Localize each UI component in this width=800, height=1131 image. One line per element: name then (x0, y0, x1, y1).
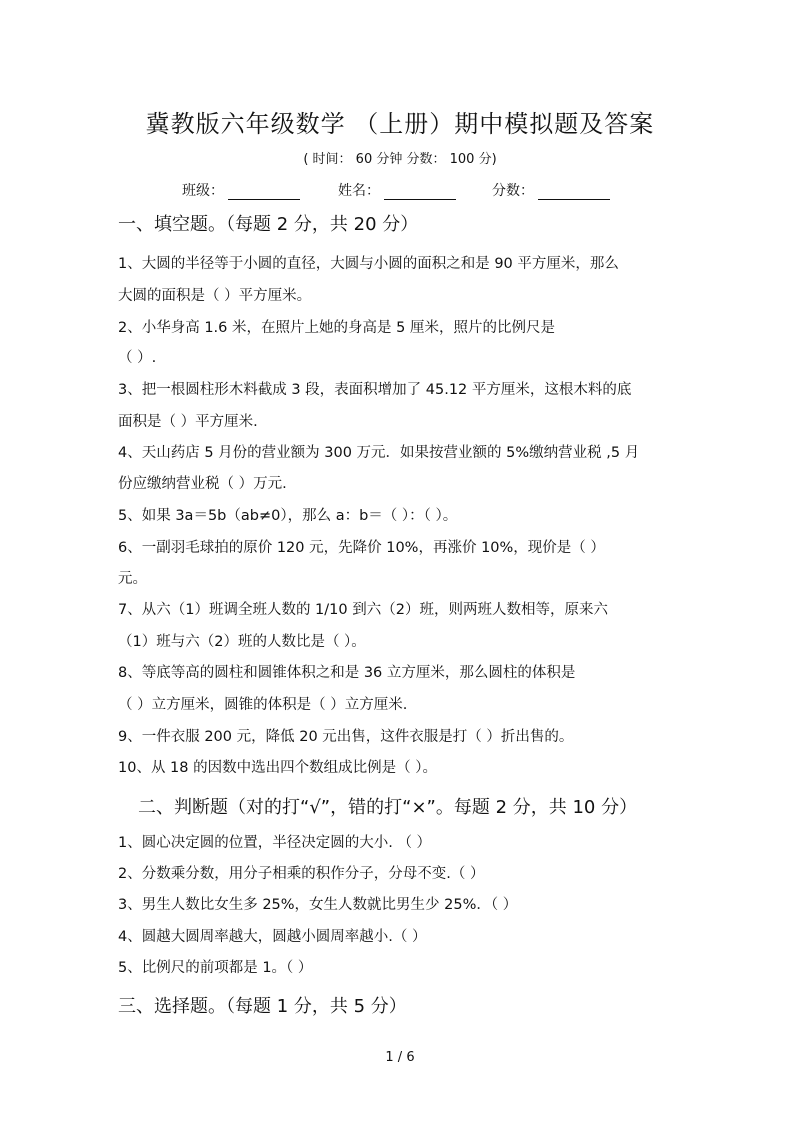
question-line: 面积是（ ）平方厘米. (118, 414, 258, 430)
question-line: 10、从 18 的因数中选出四个数组成比例是（ ）。 (118, 760, 437, 776)
score-label: 分数： (492, 183, 534, 199)
section1-heading: 一、填空题。（每题 2 分，共 20 分） (118, 214, 419, 235)
name-field (338, 180, 456, 200)
score-blank (538, 185, 610, 200)
judgment-line: 1、圆心决定圆的位置，半径决定圆的大小. （ ） (118, 835, 432, 851)
question-line: 4、天山药店 5 月份的营业额为 300 万元．如果按营业额的 5%缴纳营业税 ,5 月 (118, 445, 640, 461)
section3-heading: 三、选择题。（每题 1 分，共 5 分） (118, 996, 407, 1017)
question-line: （ ）立方厘米，圆锥的体积是（ ）立方厘米. (118, 697, 408, 713)
question-line: 2、小华身高 1.6 米，在照片上她的身高是 5 厘米，照片的比例尺是 (118, 320, 555, 336)
judgment-line: 3、男生人数比女生多 25%，女生人数就比男生少 25%．（ ） (118, 897, 518, 913)
score-field (492, 180, 610, 200)
name-blank (384, 185, 456, 200)
question-line: 大圆的面积是（ ）平方厘米。 (118, 288, 312, 304)
judgment-line: 4、圆越大圆周率越大，圆越小圆周率越小.（ ） (118, 929, 427, 945)
page-number: 1 / 6 (385, 1050, 415, 1065)
exam-meta: ( 时间： 60 分钟 分数： 100 分) (303, 152, 497, 167)
page-title: 冀教版六年级数学 （上册）期中模拟题及答案 (145, 110, 655, 138)
judgment-line: 5、比例尺的前项都是 1。（ ） (118, 960, 313, 976)
section2-heading: 二、判断题（对的打“√”，错的打“×”。每题 2 分，共 10 分） (138, 797, 638, 818)
question-line: （1）班与六（2）班的人数比是（ ）。 (118, 634, 366, 650)
question-line: 份应缴纳营业税（ ）万元. (118, 476, 287, 492)
judgment-line: 2、分数乘分数，用分子相乘的积作分子，分母不变.（ ） (118, 866, 485, 882)
class-label: 班级： (182, 183, 224, 199)
question-line: 6、一副羽毛球拍的原价 120 元，先降价 10%，再涨价 10%，现价是（ ） (118, 540, 605, 556)
question-line: 7、从六（1）班调全班人数的 1/10 到六（2）班，则两班人数相等，原来六 (118, 602, 608, 618)
question-line: 1、大圆的半径等于小圆的直径，大圆与小圆的面积之和是 90 平方厘米，那么 (118, 256, 619, 272)
question-line: 元。 (118, 571, 147, 587)
question-line: 8、等底等高的圆柱和圆锥体积之和是 36 立方厘米，那么圆柱的体积是 (118, 665, 576, 681)
question-line: 9、一件衣服 200 元，降低 20 元出售，这件衣服是打（ ）折出售的。 (118, 729, 574, 745)
name-label: 姓名： (338, 183, 380, 199)
question-line: 5、如果 3a＝5b（ab≠0），那么 a：b＝（ ）：（ ）。 (118, 508, 458, 524)
class-field (182, 180, 300, 200)
question-line: （ ）. (118, 350, 157, 366)
question-line: 3、把一根圆柱形木料截成 3 段，表面积增加了 45.12 平方厘米，这根木料的底 (118, 382, 632, 398)
class-blank (228, 185, 300, 200)
